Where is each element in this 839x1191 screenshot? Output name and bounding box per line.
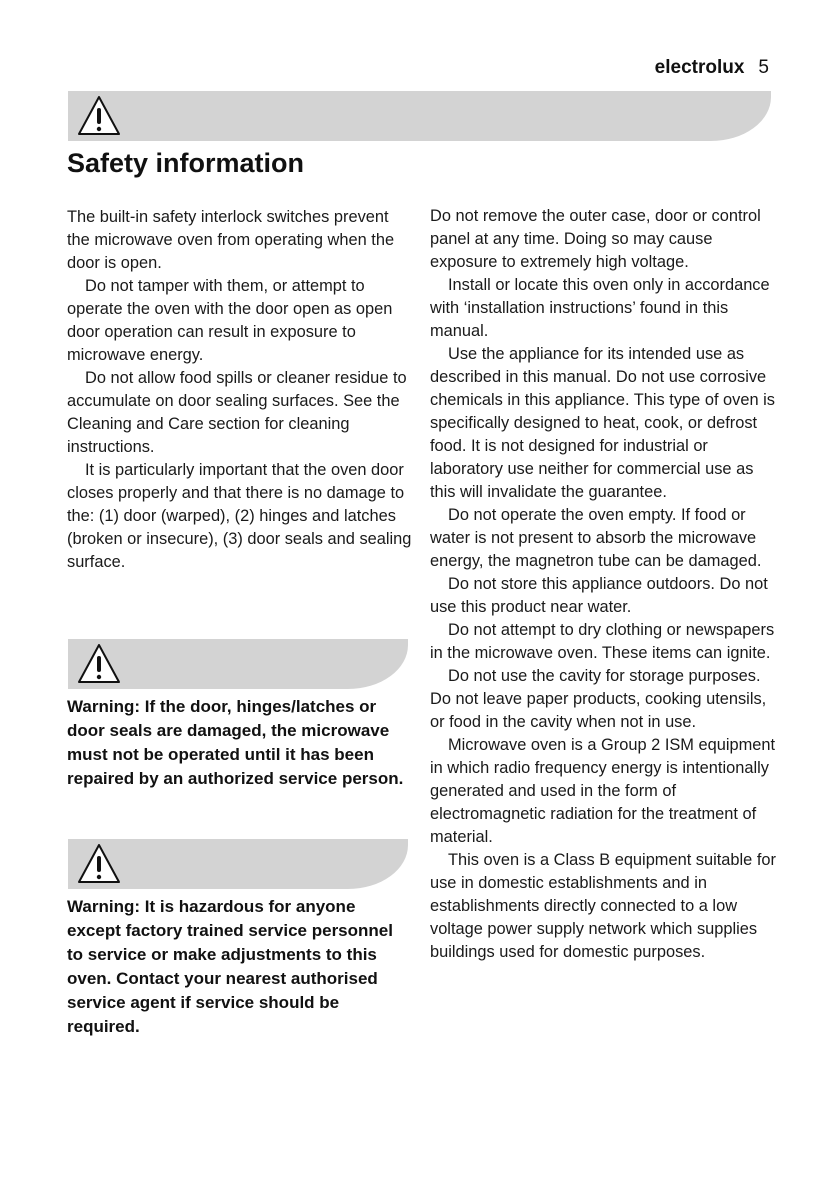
paragraph: This oven is a Class B equipment suitable for use in domestic establishments and in establishments directly connected to a low voltage power supply network which supplies buildings used for domestic purposes.: [430, 851, 776, 961]
page-title: Safety information: [67, 148, 305, 178]
paragraph: Do not remove the outer case, door or control panel at any time. Doing so may cause exposure to extremely high voltage.: [430, 207, 761, 271]
paragraph: Do not tamper with them, or attempt to operate the oven with the door open as open door operation can result in exposure to microwave energy.: [67, 277, 393, 364]
paragraph: Do not store this appliance outdoors. Do not use this product near water.: [430, 575, 768, 616]
right-column: [430, 205, 780, 964]
warning-text: Warning: It is hazardous for anyone except factory trained service personnel to service or make adjustments to this oven. Contact your nearest authorised service agent if service should be required.: [67, 897, 393, 1036]
paragraph: Install or locate this oven only in accordance with ‘installation instructions’ found in this manual.: [430, 276, 770, 340]
warning-banner: [68, 639, 408, 689]
paragraph: Use the appliance for its intended use as described in this manual. Do not use corrosive chemicals in this appliance. This type of oven is specifically designed to heat, cook, or defrost food. It is not designed for industrial or laboratory use neither for commercial use as this will invalidate the guarantee.: [430, 345, 775, 501]
warning-triangle-icon: [76, 642, 122, 686]
paragraph: Do not attempt to dry clothing or newspapers in the microwave oven. These items can ignite.: [430, 621, 775, 662]
paragraph: Do not allow food spills or cleaner residue to accumulate on door sealing surfaces. See the Cleaning and Care section for cleaning instructions.: [67, 369, 407, 456]
paragraph: Do not operate the oven empty. If food or water is not present to absorb the microwave energy, the magnetron tube can be damaged.: [430, 506, 762, 570]
page-number: 5: [758, 57, 769, 78]
warning-triangle-icon: [76, 842, 122, 886]
paragraph: Microwave oven is a Group 2 ISM equipment in which radio frequency energy is intentionally generated and used in the form of electromagnetic radiation for the treatment of material.: [430, 736, 776, 846]
warning-banner: [68, 839, 408, 889]
warning-triangle-icon: [76, 94, 122, 138]
paragraph: It is particularly important that the oven door closes properly and that there is no damage to the: (1) door (warped), (2) hinges and latches (broken or insecure), (3) door seals and sealing surface.: [67, 461, 412, 571]
section-banner: [68, 91, 771, 141]
paragraph: Do not use the cavity for storage purposes. Do not leave paper products, cooking utensils, or food in the cavity when not in use.: [430, 667, 767, 731]
page-header: [655, 57, 769, 79]
warning-text: Warning: If the door, hinges/latches or door seals are damaged, the microwave must not be operated until it has been repaired by an authorized service person.: [67, 697, 404, 788]
brand-name: electrolux: [654, 57, 745, 78]
left-column: [67, 206, 412, 574]
paragraph: The built-in safety interlock switches prevent the microwave oven from operating when the door is open.: [67, 208, 395, 272]
